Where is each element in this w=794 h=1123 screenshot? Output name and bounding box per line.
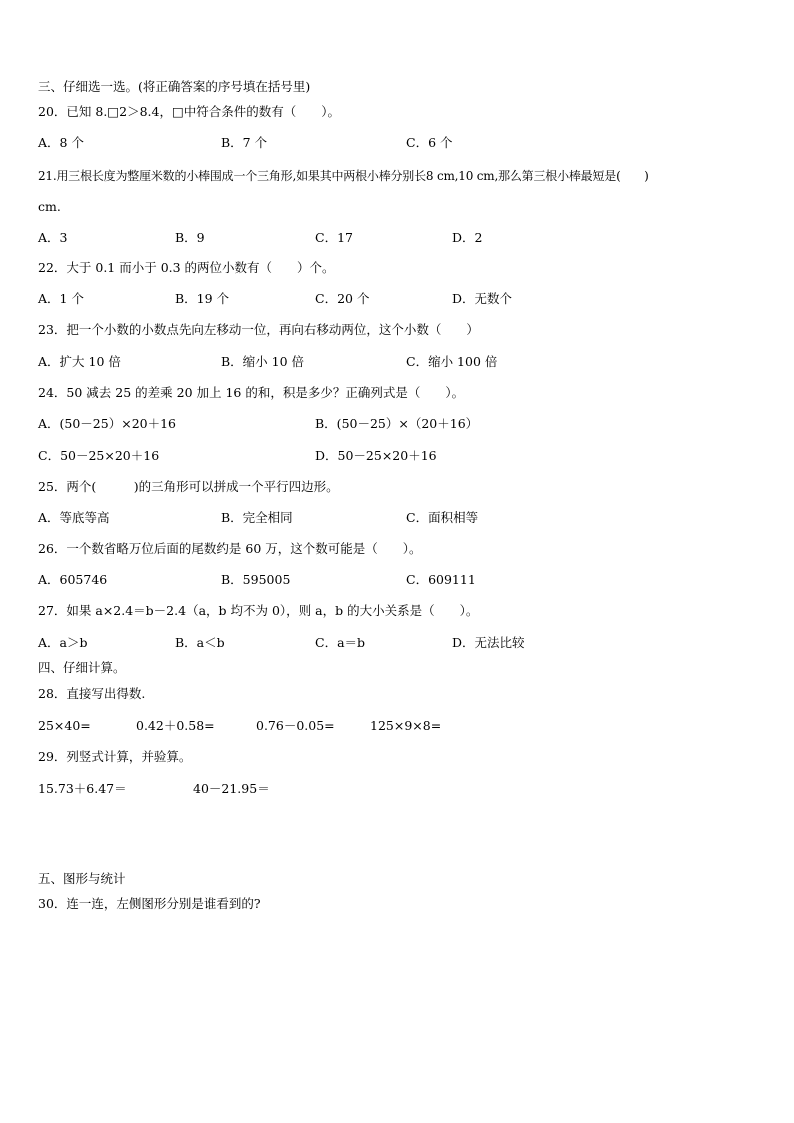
q20-option-a: A．8 个 bbox=[38, 135, 84, 150]
q28-expr-3: 0.76－0.05= bbox=[256, 718, 335, 733]
question-28: 28．直接写出得数. bbox=[38, 686, 146, 701]
q21-option-b: B．9 bbox=[175, 230, 205, 245]
q29-expr-1: 15.73＋6.47＝ bbox=[38, 781, 127, 796]
q27-option-b: B．a＜b bbox=[175, 635, 225, 650]
q20-option-b: B．7 个 bbox=[221, 135, 268, 150]
question-21-cont: cm. bbox=[38, 199, 61, 214]
q22-option-c: C．20 个 bbox=[315, 291, 370, 306]
q26-option-a: A．605746 bbox=[38, 572, 108, 587]
question-25: 25．两个( )的三角形可以拼成一个平行四边形。 bbox=[38, 479, 339, 494]
section-3-heading: 三、仔细选一选。(将正确答案的序号填在括号里) bbox=[38, 79, 311, 94]
q28-expr-1: 25×40= bbox=[38, 718, 91, 733]
q25-option-a: A．等底等高 bbox=[38, 510, 110, 525]
q22-option-d: D．无数个 bbox=[452, 291, 513, 306]
section-4-heading: 四、仔细计算。 bbox=[38, 660, 126, 675]
question-21: 21.用三根长度为整厘米数的小棒围成一个三角形,如果其中两根小棒分别长8 cm,10 cm,那么第三根小棒最短是( ) bbox=[38, 169, 649, 183]
q23-option-a: A．扩大 10 倍 bbox=[38, 354, 121, 369]
question-20: 20．已知 8.□2＞8.4，□中符合条件的数有（ ）。 bbox=[38, 104, 341, 119]
q26-option-c: C．609111 bbox=[406, 572, 476, 587]
question-30: 30．连一连，左侧图形分别是谁看到的? bbox=[38, 896, 261, 911]
question-24: 24．50 减去 25 的差乘 20 加上 16 的和，积是多少？正确列式是（ ）。 bbox=[38, 385, 465, 400]
q29-expr-2: 40－21.95＝ bbox=[193, 781, 270, 796]
q20-option-c: C．6 个 bbox=[406, 135, 453, 150]
q27-option-c: C．a＝b bbox=[315, 635, 366, 650]
q27-option-a: A．a＞b bbox=[38, 635, 88, 650]
question-23: 23．把一个小数的小数点先向左移动一位，再向右移动两位，这个小数（ ） bbox=[38, 322, 479, 337]
q23-option-b: B．缩小 10 倍 bbox=[221, 354, 305, 369]
q25-option-b: B．完全相同 bbox=[221, 510, 293, 525]
q24-option-c: C．50－25×20＋16 bbox=[38, 448, 160, 463]
q24-option-a: A．(50－25）×20＋16 bbox=[38, 416, 177, 431]
q21-option-d: D．2 bbox=[452, 230, 483, 245]
question-26: 26．一个数省略万位后面的尾数约是 60 万，这个数可能是（ ）。 bbox=[38, 541, 422, 556]
question-27: 27．如果 a×2.4＝b－2.4（a，b 均不为 0），则 a，b 的大小关系是（ ）。 bbox=[38, 603, 479, 618]
q24-option-b: B．(50－25）×（20＋16） bbox=[315, 416, 479, 431]
q21-option-c: C．17 bbox=[315, 230, 353, 245]
section-5-heading: 五、图形与统计 bbox=[38, 871, 126, 886]
question-29: 29．列竖式计算，并验算。 bbox=[38, 749, 192, 764]
question-22: 22．大于 0.1 而小于 0.3 的两位小数有（ ）个。 bbox=[38, 260, 335, 275]
q28-expr-2: 0.42＋0.58= bbox=[136, 718, 215, 733]
q26-option-b: B．595005 bbox=[221, 572, 291, 587]
q21-option-a: A．3 bbox=[38, 230, 68, 245]
q27-option-d: D．无法比较 bbox=[452, 635, 525, 650]
q25-option-c: C．面积相等 bbox=[406, 510, 479, 525]
q28-expr-4: 125×9×8= bbox=[370, 718, 442, 733]
q22-option-a: A．1 个 bbox=[38, 291, 84, 306]
q24-option-d: D．50－25×20＋16 bbox=[315, 448, 437, 463]
q23-option-c: C．缩小 100 倍 bbox=[406, 354, 498, 369]
q22-option-b: B．19 个 bbox=[175, 291, 230, 306]
